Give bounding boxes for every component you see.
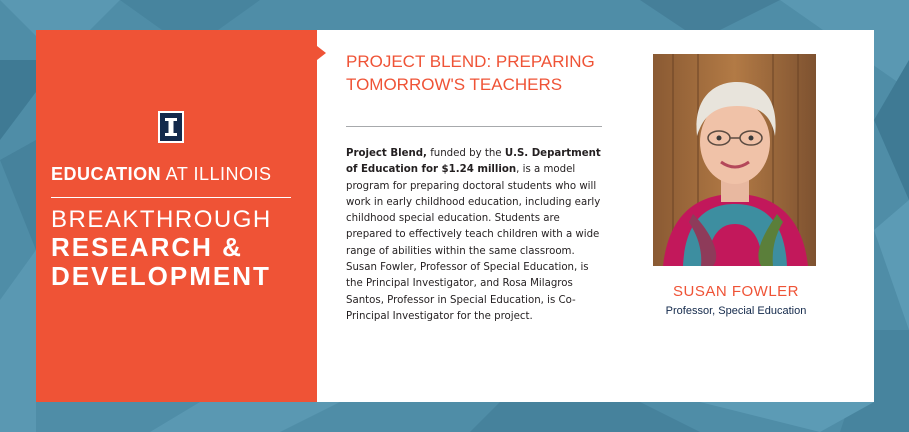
feature-card — [36, 30, 874, 402]
panel-pointer — [317, 46, 326, 60]
heading-line-1: BREAKTHROUGH — [51, 206, 272, 233]
portrait-photo — [653, 54, 816, 266]
illinois-logo — [158, 111, 184, 143]
brand-panel — [36, 30, 317, 402]
profile-name: SUSAN FOWLER — [672, 283, 799, 300]
profile-role: Professor, Special Education — [665, 305, 807, 317]
article-title: PROJECT BLEND: PREPARING TOMORROW'S TEACHERS — [346, 52, 595, 94]
title-divider — [346, 126, 602, 127]
funder-bold: U.S. Department of Education for $1.24 million — [346, 148, 601, 176]
brand-name — [51, 164, 306, 185]
panel-heading — [51, 206, 313, 291]
brand-divider — [51, 197, 291, 198]
body-text: , is a model program for preparing doctoral students who will work in early childhood education, including early childhood special education. Students are prepared to effectively teach children with a wide range of abilities within the same classroom. Susan Fowler, Professor of Special Education, is the Principal Investigator, and Rosa Milagros Santos, Professor in Special Education, is Co-Principal Investigator for the project. — [346, 164, 601, 322]
lead-text: funded by the — [430, 148, 505, 159]
article-body — [346, 146, 608, 325]
brand-name-rest: AT ILLINOIS — [161, 164, 272, 184]
brand-name-bold: EDUCATION — [51, 164, 162, 184]
lead-bold: Project Blend, — [346, 148, 427, 159]
heading-line-2: RESEARCH & — [51, 232, 243, 262]
heading-line-3: DEVELOPMENT — [51, 261, 271, 291]
